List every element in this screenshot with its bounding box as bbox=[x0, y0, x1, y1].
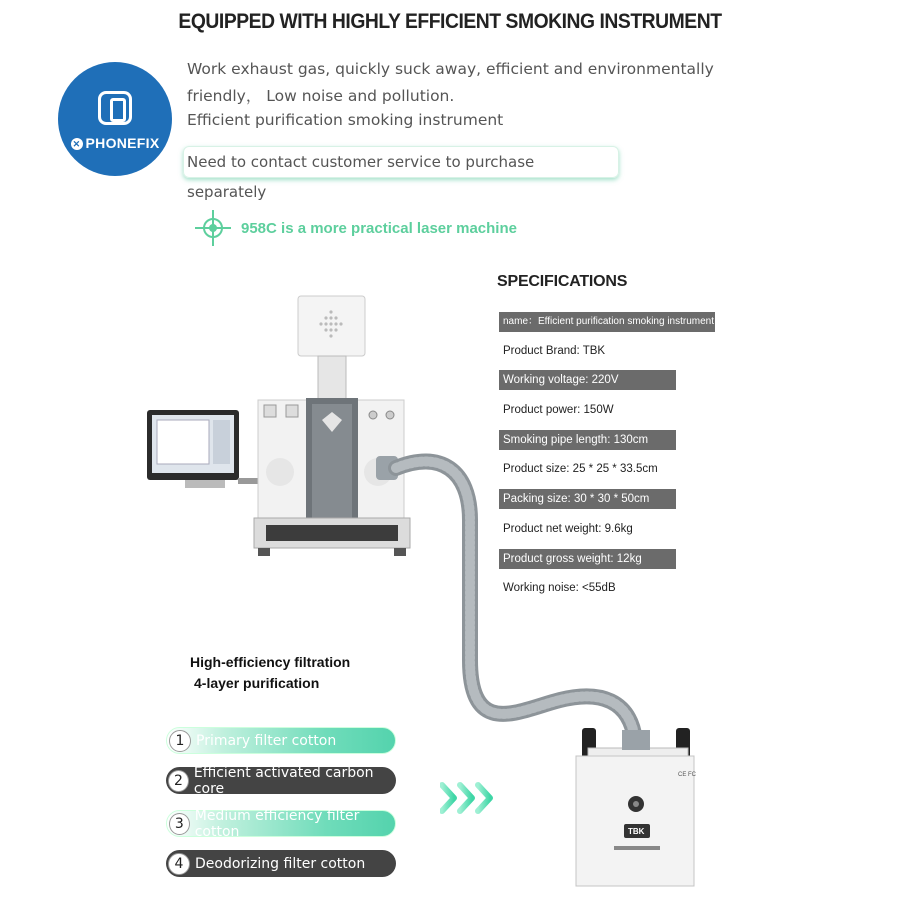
intro-line: friendly， Low noise and pollution. bbox=[187, 87, 455, 105]
chevron-right-icon bbox=[440, 781, 500, 815]
intro-text bbox=[187, 56, 714, 134]
spec-item: Packing size: 30 * 30 * 50cm bbox=[499, 489, 676, 509]
spec-item: name：Efficient purification smoking instrument bbox=[499, 312, 715, 332]
specifications-title: SPECIFICATIONS bbox=[497, 273, 628, 290]
filter-layer-3 bbox=[166, 807, 396, 840]
phone-wrench-icon bbox=[98, 91, 132, 125]
laser-machine bbox=[147, 296, 410, 556]
svg-text:TBK: TBK bbox=[628, 827, 645, 836]
spec-item: Product net weight: 9.6kg bbox=[503, 523, 633, 535]
intro-line: Efficient purification smoking instrument bbox=[187, 111, 504, 129]
crosshair-icon bbox=[195, 210, 231, 246]
spec-item: Smoking pipe length: 130cm bbox=[499, 430, 676, 450]
page-title: EQUIPPED WITH HIGHLY EFFICIENT SMOKING INSTRUMENT bbox=[178, 10, 722, 33]
purifier-unit bbox=[576, 728, 697, 886]
filter-layer-2 bbox=[166, 764, 396, 797]
layer-number: 3 bbox=[169, 813, 190, 835]
filter-layer-1 bbox=[166, 727, 396, 754]
brand-name: PHONEFIX bbox=[85, 135, 160, 151]
subheading bbox=[195, 210, 517, 246]
spec-item: Product size: 25 * 25 * 33.5cm bbox=[503, 463, 658, 475]
brand-logo bbox=[58, 62, 172, 176]
layer-number: 2 bbox=[168, 770, 189, 792]
layer-label: Efficient activated carbon core bbox=[193, 764, 374, 797]
intro-line: Work exhaust gas, quickly suck away, efficient and environmentally bbox=[187, 60, 714, 78]
layer-number: 1 bbox=[169, 730, 191, 752]
layer-label: Deodorizing filter cotton bbox=[195, 855, 366, 872]
spec-item: Working noise: <55dB bbox=[503, 582, 616, 594]
filter-layer-4 bbox=[166, 850, 396, 877]
filtration-heading bbox=[190, 652, 350, 694]
filtration-heading-line: 4-layer purification bbox=[194, 675, 320, 691]
spec-item: Product gross weight: 12kg bbox=[499, 549, 676, 569]
subheading-text: 958C is a more practical laser machine bbox=[241, 219, 517, 237]
filtration-heading-line: High-efficiency filtration bbox=[190, 654, 351, 670]
layer-label: Primary filter cotton bbox=[196, 732, 337, 749]
purchase-notice: Need to contact customer service to purchase separately bbox=[183, 146, 619, 178]
spec-item: Product Brand: TBK bbox=[503, 345, 606, 357]
close-x-icon: ✕ bbox=[71, 138, 83, 150]
svg-text:CE FC: CE FC bbox=[678, 772, 696, 778]
layer-number: 4 bbox=[168, 853, 190, 875]
spec-item: Product power: 150W bbox=[503, 404, 614, 416]
layer-label: Medium efficiency filter cotton bbox=[194, 807, 360, 840]
spec-item: Working voltage: 220V bbox=[499, 370, 676, 390]
